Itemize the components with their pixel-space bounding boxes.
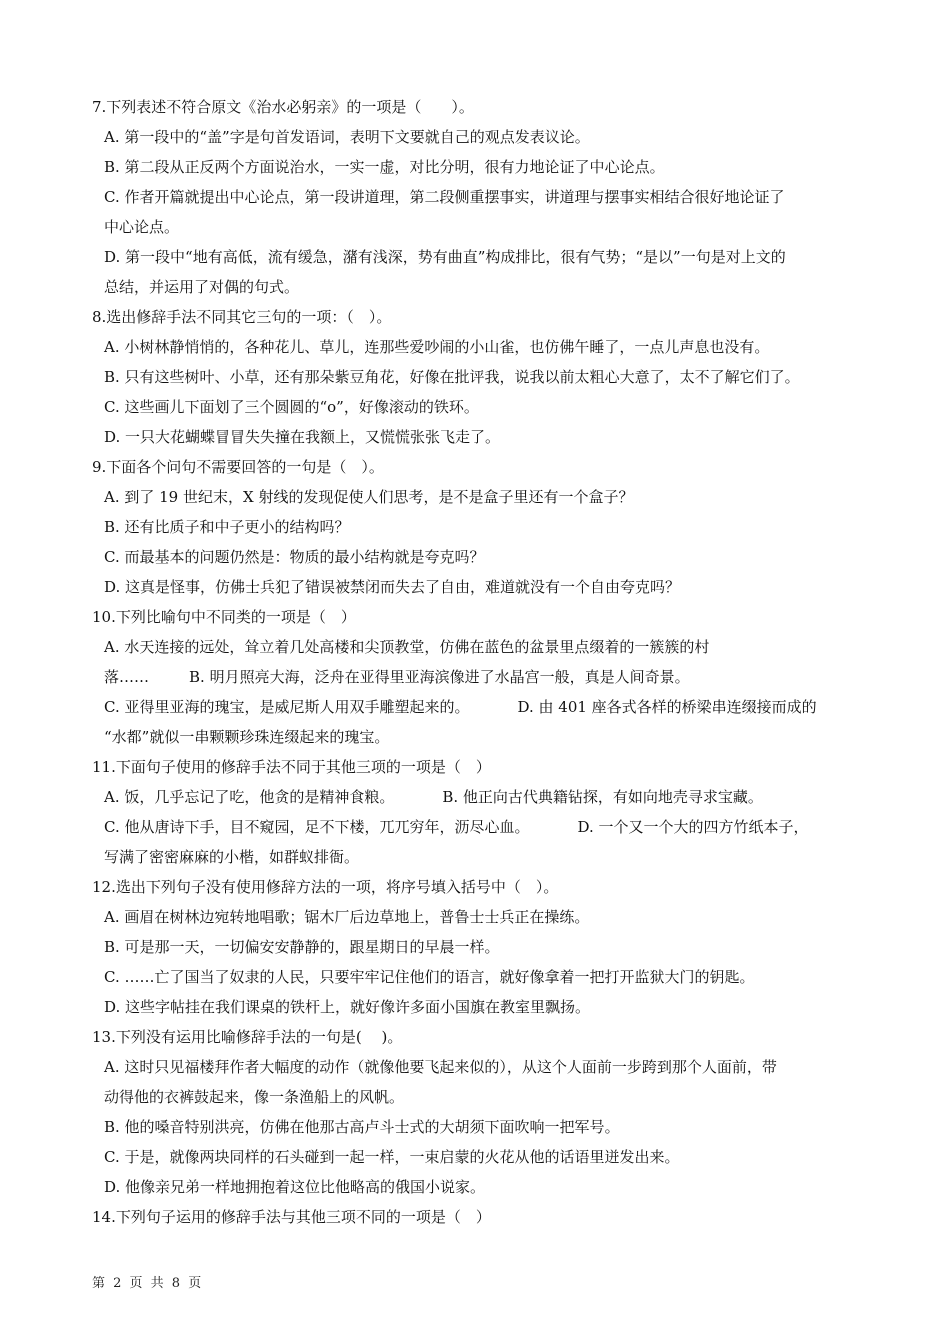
question-12-stem: 12.选出下列句子没有使用修辞方法的一项，将序号填入括号中（ ）。 (92, 878, 559, 896)
question-9-option-a: A. 到了 19 世纪末，X 射线的发现促使人们思考，是不是盒子里还有一个盒子？ (104, 488, 634, 506)
question-7-stem: 7.下列表述不符合原文《治水必躬亲》的一项是（ ）。 (92, 98, 474, 116)
question-7-option-d: D. 第一段中“地有高低，流有缓急，潴有浅深，势有曲直”构成排比，很有气势；“是以”一句是对上文的 (104, 248, 786, 266)
question-13-option-d: D. 他像亲兄弟一样地拥抱着这位比他略高的俄国小说家。 (104, 1178, 486, 1196)
question-11-option-d: D. 一个又一个大的四方竹纸本子， (577, 818, 809, 836)
question-13-option-b: B. 他的嗓音特别洪亮，仿佛在他那古高卢斗士式的大胡须下面吹响一把军号。 (104, 1118, 620, 1136)
question-7-option-c: C. 作者开篇就提出中心论点，第一段讲道理，第二段侧重摆事实，讲道理与摆事实相结合很好地论证了 (104, 188, 785, 206)
question-9-option-b: B. 还有比质子和中子更小的结构吗？ (104, 518, 350, 536)
question-12-option-b: B. 可是那一天，一切偏安安静静的，跟星期日的早晨一样。 (104, 938, 500, 956)
question-8-option-d: D. 一只大花蝴蝶冒冒失失撞在我额上，又慌慌张张飞走了。 (104, 428, 501, 446)
page-footer: 第 2 页 共 8 页 (92, 1276, 204, 1291)
question-11-option-a: A. 饭，几乎忘记了吃，他贪的是精神食粮。 (104, 788, 395, 806)
question-13-option-c: C. 于是，就像两块同样的石头碰到一起一样，一束启蒙的火花从他的话语里迸发出来。 (104, 1148, 680, 1166)
question-10-option-a-cont: 落…… (104, 668, 150, 686)
question-7-option-d-cont: 总结，并运用了对偶的句式。 (104, 278, 300, 296)
question-8-option-a: A. 小树林静悄悄的，各种花儿、草儿，连那些爱吵闹的小山雀，也仿佛午睡了，一点儿声息也没有。 (104, 338, 770, 356)
question-11-option-d-cont: 写满了密密麻麻的小楷，如群蚁排衙。 (104, 848, 360, 866)
question-10-option-d: D. 由 401 座各式各样的桥梁串连缀接而成的 (517, 698, 817, 716)
question-11-option-c: C. 他从唐诗下手，目不窥园，足不下楼，兀兀穷年，沥尽心血。 (104, 818, 530, 836)
question-11-option-b: B. 他正向古代典籍钻探，有如向地壳寻求宝藏。 (442, 788, 763, 806)
question-8-option-b: B. 只有这些树叶、小草，还有那朵紫豆角花，好像在批评我，说我以前太粗心大意了，太不了解它们了。 (104, 368, 800, 386)
question-12-option-a: A. 画眉在树林边宛转地唱歌；锯木厂后边草地上，普鲁士士兵正在操练。 (104, 908, 590, 926)
question-10-stem: 10.下列比喻句中不同类的一项是（ ） (92, 608, 356, 626)
question-9-option-d: D. 这真是怪事，仿佛士兵犯了错误被禁闭而失去了自由，难道就没有一个自由夸克吗？ (104, 578, 681, 596)
question-11-row-1 (92, 782, 882, 812)
question-13-option-a: A. 这时只见福楼拜作者大幅度的动作（就像他要飞起来似的），从这个人面前一步跨到那个人面前，带 (104, 1058, 777, 1076)
question-13-stem: 13.下列没有运用比喻修辞手法的一句是( )。 (92, 1028, 403, 1046)
question-10-option-d-cont: “水都”就似一串颗颗珍珠连缀起来的瑰宝。 (104, 728, 390, 746)
question-12-option-c: C. ……亡了国当了奴隶的人民，只要牢牢记住他们的语言，就好像拿着一把打开监狱大门的钥匙。 (104, 968, 755, 986)
question-13-option-a-cont: 动得他的衣裤鼓起来，像一条渔船上的风帆。 (104, 1088, 405, 1106)
question-10-option-c: C. 亚得里亚海的瑰宝，是威尼斯人用双手雕塑起来的。 (104, 698, 470, 716)
question-9-stem: 9.下面各个问句不需要回答的一句是（ ）。 (92, 458, 384, 476)
question-11-row-2 (92, 812, 882, 842)
question-12-option-d: D. 这些字帖挂在我们课桌的铁杆上，就好像许多面小国旗在教室里飘扬。 (104, 998, 591, 1016)
question-7-option-b: B. 第二段从正反两个方面说治水，一实一虚，对比分明，很有力地论证了中心论点。 (104, 158, 665, 176)
question-10-option-a: A. 水天连接的远处，耸立着几处高楼和尖顶教堂，仿佛在蓝色的盆景里点缀着的一簇簇的村 (104, 638, 710, 656)
question-7-option-a: A. 第一段中的“盖”字是句首发语词，表明下文要就自己的观点发表议论。 (104, 128, 590, 146)
question-8-stem: 8.选出修辞手法不同其它三句的一项：（ ）。 (92, 308, 392, 326)
question-14-stem: 14.下列句子运用的修辞手法与其他三项不同的一项是（ ） (92, 1208, 491, 1226)
question-8-option-c: C. 这些画儿下面划了三个圆圆的“o”，好像滚动的铁环。 (104, 398, 479, 416)
question-10-option-b: B. 明月照亮大海，泛舟在亚得里亚海滨像进了水晶宫一般，真是人间奇景。 (189, 668, 690, 686)
question-10-row-2 (92, 662, 882, 692)
page-content (92, 92, 882, 1232)
question-11-stem: 11.下面句子使用的修辞手法不同于其他三项的一项是（ ） (92, 758, 491, 776)
question-7-option-c-cont: 中心论点。 (104, 218, 180, 236)
question-10-row-3 (92, 692, 882, 722)
question-9-option-c: C. 而最基本的问题仍然是：物质的最小结构就是夸克吗？ (104, 548, 485, 566)
